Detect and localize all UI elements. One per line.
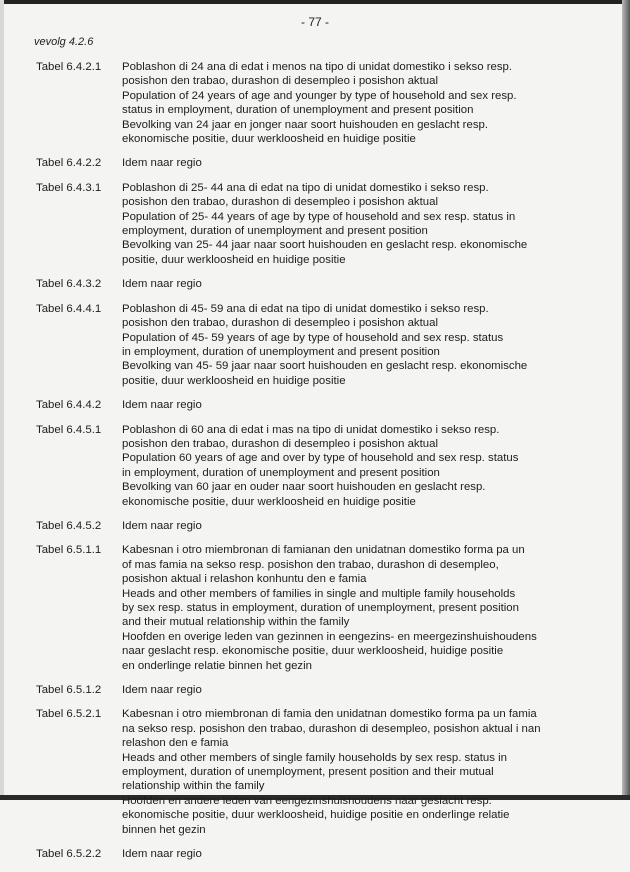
table-entry-label: Tabel 6.4.2.1 (36, 61, 102, 73)
description-line: Population of 25- 44 years of age by type of household and sex resp. status in (122, 210, 516, 223)
description-line: Idem naar regio (122, 684, 202, 697)
description-line: binnen het gezin (122, 823, 206, 836)
table-entry-description (122, 707, 576, 837)
description-line: Bevolking van 24 jaar en jonger naar soort huishouden en geslacht resp. (122, 118, 489, 131)
continued-section-label: vevolg 4.2.6 (34, 36, 94, 48)
table-entry (36, 277, 576, 291)
description-line: status in employment, duration of unemployment and present position (122, 104, 474, 117)
table-entry-description (122, 302, 576, 388)
description-line: Kabesnan i otro miembronan di famia den unidatnan domestiko forma pa un famia (122, 708, 537, 721)
table-entry-description (122, 156, 576, 170)
scan-top-edge (0, 0, 630, 4)
description-line: Idem naar regio (122, 399, 202, 412)
table-entry-label: Tabel 6.5.2.1 (36, 708, 102, 721)
description-line: Idem naar regio (122, 519, 202, 532)
description-line: Bevolking van 45- 59 jaar naar soort huishouden en geslacht resp. ekonomische (122, 360, 528, 373)
description-line: posishon den trabao, durashon di desempleo i posishon aktual (122, 317, 438, 330)
table-entry-label: Tabel 6.4.5.2 (36, 519, 102, 532)
description-line: Poblashon di 60 ana di edat i mas na tipo di unidat domestiko i sekso resp. (122, 423, 500, 436)
description-line: na sekso resp. posishon den trabao, durashon di desempleo, posishon aktual i nan (122, 722, 541, 735)
scan-left-edge (0, 0, 4, 800)
table-entry (36, 302, 576, 388)
table-entry-description (122, 423, 576, 509)
table-entry (36, 181, 576, 267)
table-entry (36, 60, 576, 146)
description-line: posishon den trabao, durashon di desempleo i posishon aktual (122, 75, 438, 88)
description-line: relashon den e famia (122, 737, 229, 750)
page-number: - 77 - (300, 15, 329, 29)
description-line: ekonomische positie, duur werkloosheid en huidige positie (122, 133, 416, 146)
description-line: Bevolking van 60 jaar en ouder naar soort huishouden en geslacht resp. (122, 481, 486, 494)
description-line: Population of 24 years of age and younger by type of household and sex resp. (122, 89, 517, 102)
table-entry (36, 707, 576, 837)
table-entry-label: Tabel 6.4.3.2 (36, 278, 102, 291)
table-entry-label: Tabel 6.4.3.1 (36, 181, 102, 194)
description-line: and their mutual relationship within the family (122, 616, 350, 629)
table-entry-description (122, 181, 576, 267)
table-entry (36, 847, 576, 861)
table-entry (36, 519, 576, 533)
description-line: Population of 45- 59 years of age by type of household and sex resp. status (122, 331, 504, 344)
description-line: positie, duur werkloosheid en huidige positie (122, 374, 346, 387)
table-entry (36, 543, 576, 673)
table-entry (36, 683, 576, 697)
description-line: posishon den trabao, durashon di desempleo i posishon aktual (122, 437, 438, 450)
description-line: Poblashon di 45- 59 ana di edat na tipo di unidat domestiko i sekso resp. (122, 302, 489, 315)
description-line: Bevolking van 25- 44 jaar naar soort huishouden en geslacht resp. ekonomische (122, 239, 528, 252)
description-line: Hoofden en overige leden van gezinnen in eengezins- en meergezinshuishoudens (122, 630, 537, 643)
table-entry-description (122, 543, 576, 673)
description-line: Heads and other members of single family households by sex resp. status in (122, 751, 507, 764)
description-line: en onderlinge relatie binnen het gezin (122, 659, 312, 672)
description-line: ekonomische positie, duur werkloosheid en huidige positie (122, 495, 416, 508)
table-entry (36, 423, 576, 509)
table-entry-label: Tabel 6.4.4.2 (36, 399, 102, 412)
description-line: Poblashon di 25- 44 ana di edat na tipo di unidat domestiko i sekso resp. (122, 181, 489, 194)
table-entry (36, 398, 576, 412)
table-entry-description (122, 847, 576, 861)
table-entry-label: Tabel 6.5.1.1 (36, 544, 102, 557)
description-line: of mas famia na sekso resp. posishon den trabao, durashon di desempleo, (122, 558, 499, 571)
table-entry-label: Tabel 6.4.5.1 (36, 423, 102, 436)
description-line: naar geslacht resp. ekonomische positie, duur werkloosheid, huidige positie (122, 645, 504, 658)
table-entry-description (122, 277, 576, 291)
description-line: Idem naar regio (122, 848, 202, 861)
description-line: posishon aktual i relashon konhuntu den e famia (122, 573, 367, 586)
description-line: in employment, duration of unemployment and present position (122, 466, 440, 479)
description-line: Idem naar regio (122, 157, 202, 170)
description-line: relationship within the family (122, 780, 265, 793)
description-line: Heads and other members of families in single and multiple family households (122, 587, 516, 600)
table-entry (36, 156, 576, 170)
table-list (36, 60, 576, 872)
description-line: employment, duration of unemployment and present position (122, 225, 428, 238)
description-line: Kabesnan i otro miembronan di famianan den unidatnan domestiko forma pa un (122, 544, 525, 557)
table-entry-label: Tabel 6.5.2.2 (36, 848, 102, 861)
description-line: Poblashon di 24 ana di edat i menos na tipo di unidat domestiko i sekso resp. (122, 61, 513, 73)
description-line: Idem naar regio (122, 278, 202, 291)
table-entry-label: Tabel 6.4.2.2 (36, 157, 102, 170)
table-entry-description (122, 519, 576, 533)
description-line: Population 60 years of age and over by type of household and sex resp. status (122, 452, 519, 465)
table-entry-label: Tabel 6.4.4.1 (36, 302, 102, 315)
description-line: by sex resp. status in employment, duration of unemployment, present position (122, 602, 519, 614)
table-entry-description (122, 60, 576, 146)
description-line: employment, duration of unemployment, present position and their mutual (122, 766, 494, 779)
description-line: in employment, duration of unemployment and present position (122, 345, 440, 358)
table-entry-description (122, 398, 576, 412)
description-line: ekonomische positie, duur werkloosheid, huidige positie en onderlinge relatie (122, 809, 510, 822)
description-line: Hoofden en andere leden van eengezinshuishoudens naar geslacht resp. (122, 794, 492, 807)
table-entry-description (122, 683, 576, 697)
scan-right-edge (622, 0, 630, 800)
description-line: positie, duur werkloosheid en huidige positie (122, 253, 346, 266)
table-entry-label: Tabel 6.5.1.2 (36, 684, 102, 697)
description-line: posishon den trabao, durashon di desempleo i posishon aktual (122, 196, 438, 209)
